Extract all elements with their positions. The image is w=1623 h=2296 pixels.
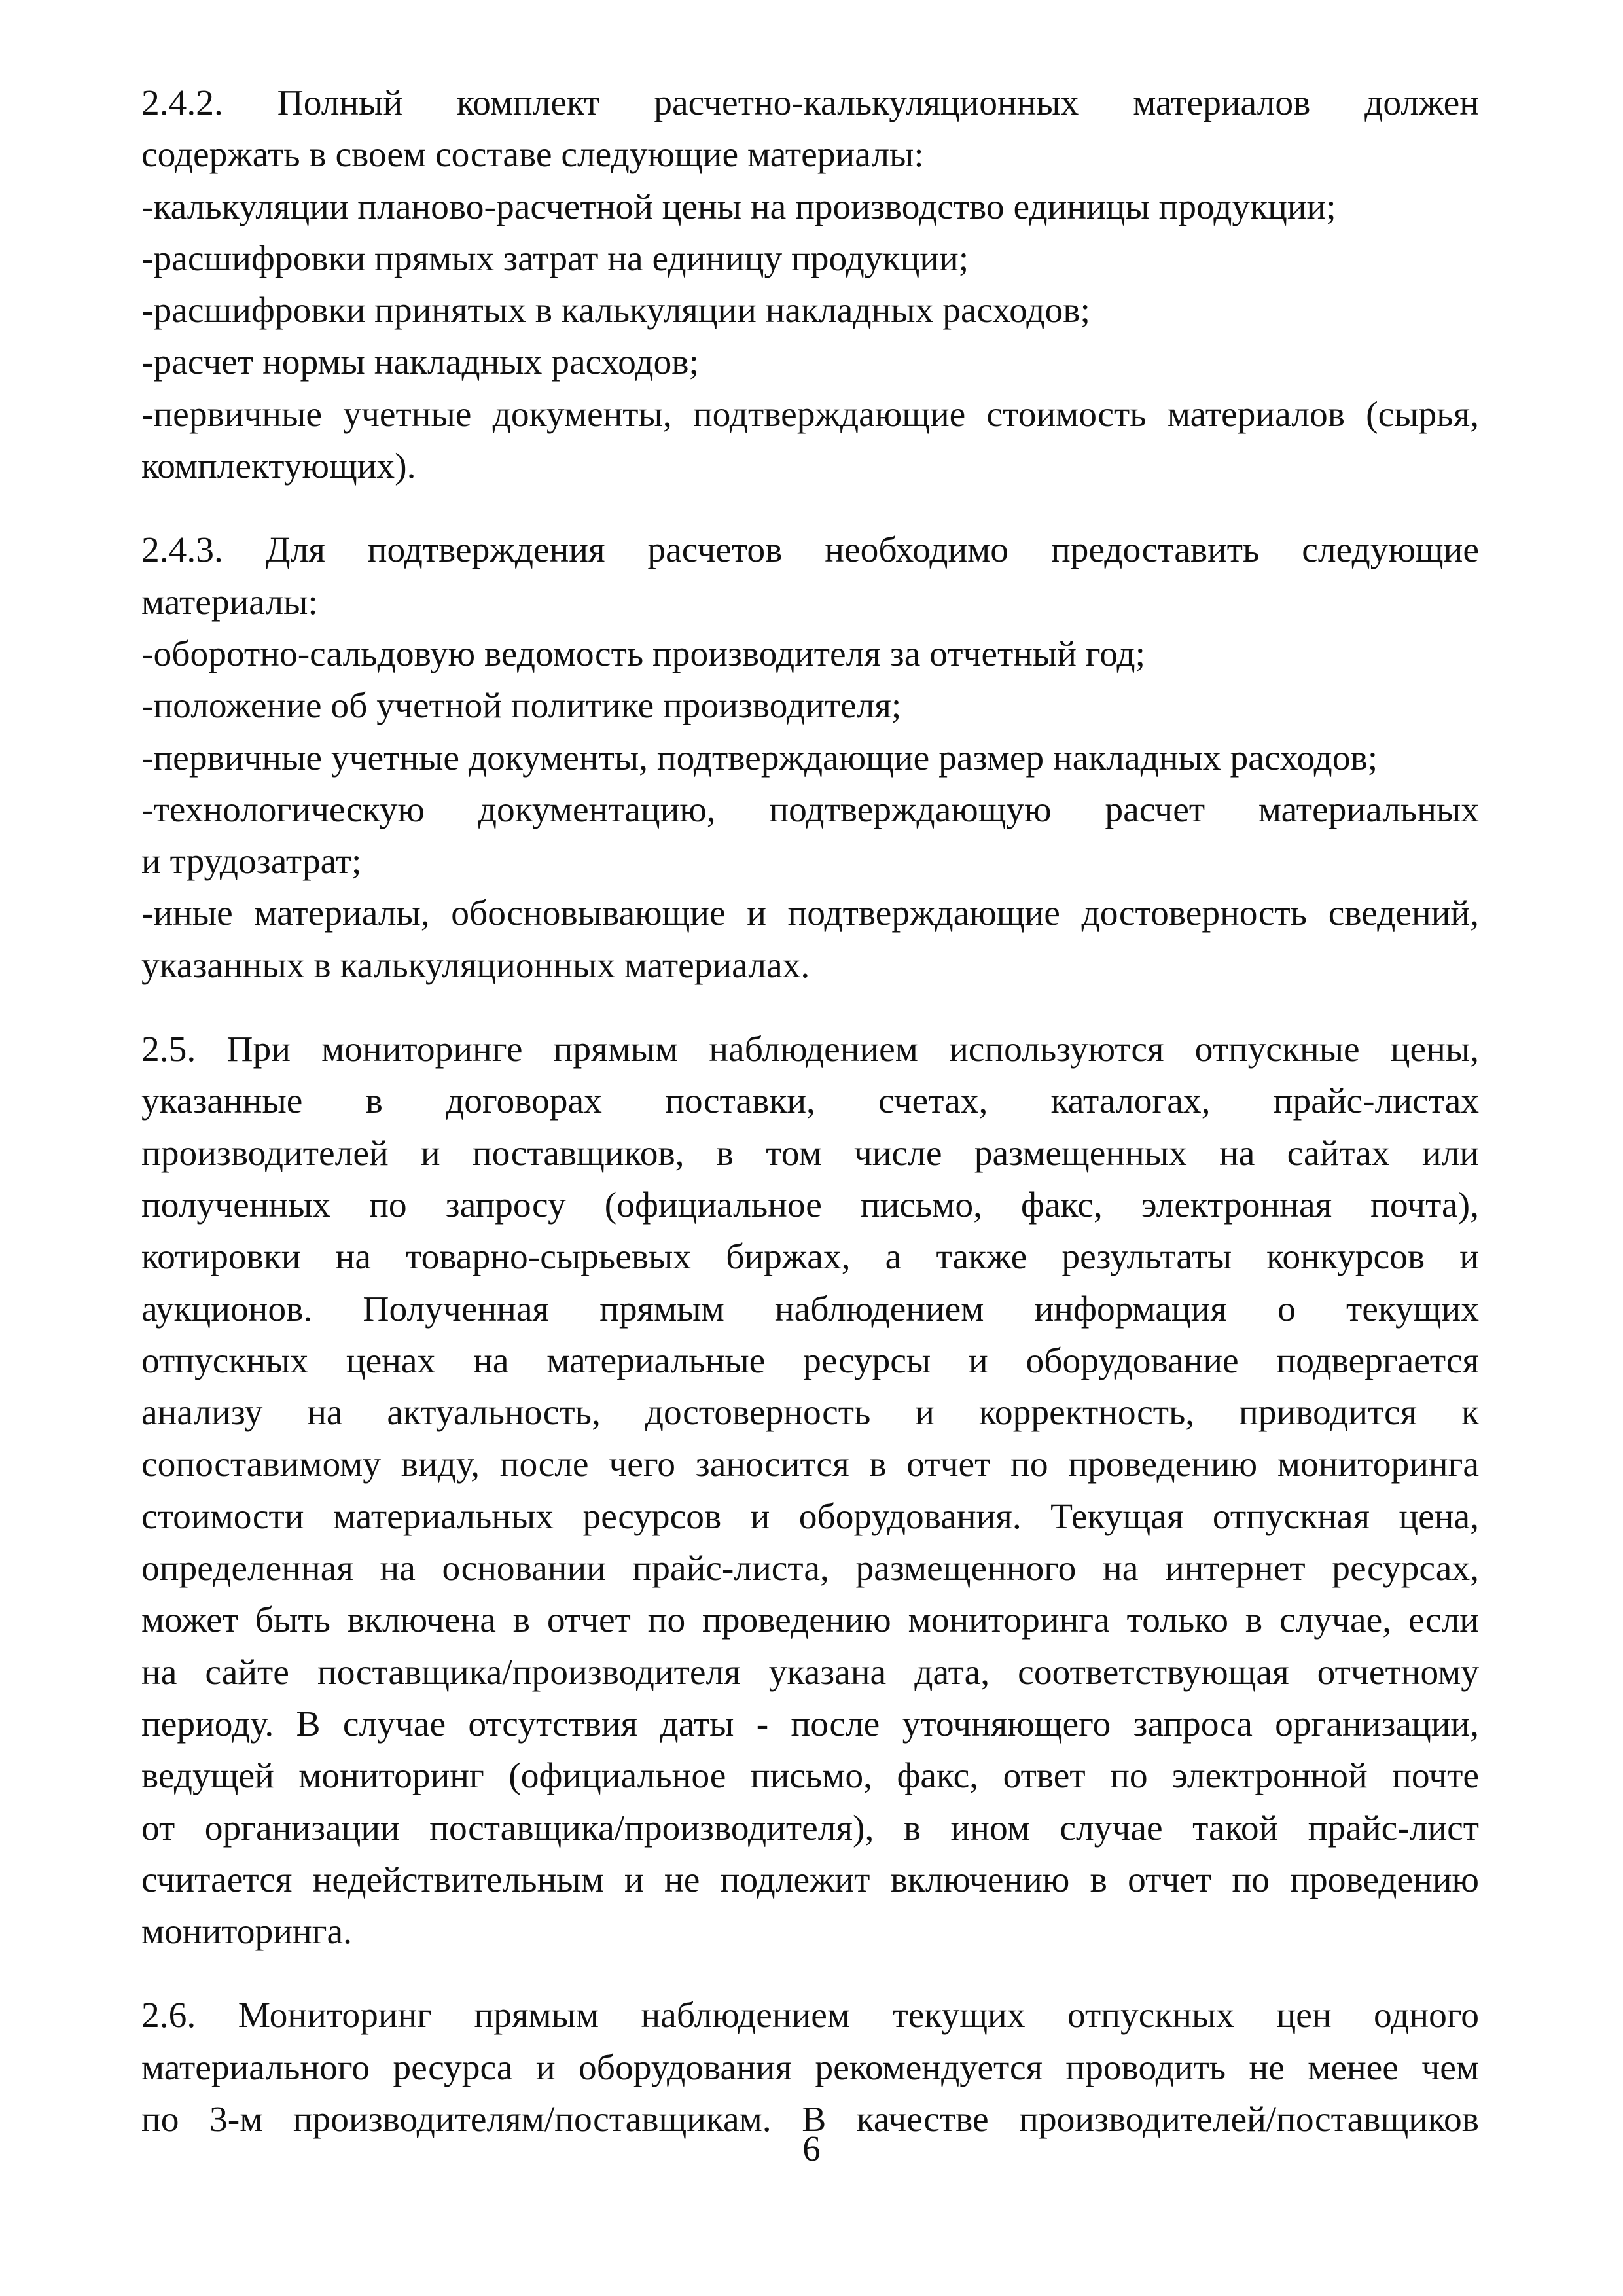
text-line: на сайте поставщика/производителя указана дата, соответствующая отчетному (141, 1652, 1479, 1693)
text-line: 2.6. Мониторинг прямым наблюдением текущих отпускных цен одного (141, 1996, 1479, 2036)
text-line: -оборотно-сальдовую ведомость производителя за отчетный год; (141, 634, 1146, 674)
text-line: материалы: (141, 582, 318, 622)
text-line: производителей и поставщиков, в том числе размещенных на сайтах или (141, 1133, 1479, 1174)
text-line: периоду. В случае отсутствия даты - после уточняющего запроса организации, (141, 1704, 1479, 1744)
text-line: может быть включена в отчет по проведению мониторинга только в случае, если (141, 1600, 1479, 1641)
text-line: ведущей мониторинг (официальное письмо, факс, ответ по электронной почте (141, 1756, 1479, 1797)
text-line: полученных по запросу (официальное письмо, факс, электронная почта), (141, 1185, 1479, 1225)
text-line: -технологическую документацию, подтверждающую расчет материальных (141, 789, 1479, 830)
text-line: мониторинга. (141, 1912, 352, 1952)
text-line: -первичные учетные документы, подтверждающие стоимость материалов (сырья, (141, 394, 1479, 435)
text-line: 2.4.2. Полный комплект расчетно-калькуляционных материалов должен (141, 83, 1479, 123)
text-line: и трудозатрат; (141, 842, 362, 882)
document-page (141, 77, 1479, 2178)
text-line: 2.5. При мониторинге прямым наблюдением используются отпускные цены, (141, 1030, 1479, 1070)
text-line: указанные в договорах поставки, счетах, каталогах, прайс-листах (141, 1081, 1479, 1122)
text-line: комплектующих). (141, 446, 416, 487)
text-line: -иные материалы, обосновывающие и подтверждающие достоверность сведений, (141, 893, 1479, 934)
page-number: 6 (802, 2128, 821, 2168)
section-2-4-3 (141, 524, 1479, 992)
text-line: указанных в калькуляционных материалах. (141, 945, 810, 986)
text-line: анализу на актуальность, достоверность и корректность, приводится к (141, 1393, 1479, 1433)
section-2-5 (141, 1024, 1479, 1958)
section-2-6 (141, 1990, 1479, 2145)
text-line: отпускных ценах на материальные ресурсы и оборудование подвергается (141, 1340, 1479, 1381)
text-line: от организации поставщика/производителя), в ином случае такой прайс-лист (141, 1808, 1479, 1848)
text-line: 2.4.3. Для подтверждения расчетов необходимо предоставить следующие (141, 530, 1479, 571)
text-line: -калькуляции планово-расчетной цены на производство единицы продукции; (141, 187, 1336, 227)
text-line: считается недействительным и не подлежит включению в отчет по проведению (141, 1859, 1479, 1900)
text-line: -расчет нормы накладных расходов; (141, 342, 699, 383)
text-line: -положение об учетной политике производителя; (141, 686, 902, 726)
text-line: определенная на основании прайс-листа, размещенного на интернет ресурсах, (141, 1549, 1479, 1589)
text-line: -расшифровки принятых в калькуляции накладных расходов; (141, 291, 1090, 331)
text-line: -расшифровки прямых затрат на единицу продукции; (141, 238, 969, 279)
section-2-4-2 (141, 77, 1479, 492)
text-line: сопоставимому виду, после чего заносится в отчет по проведению мониторинга (141, 1444, 1479, 1485)
text-line: по 3-м производителям/поставщикам. В качестве производителей/поставщиков (141, 2099, 1479, 2140)
text-line: котировки на товарно-сырьевых биржах, а также результаты конкурсов и (141, 1237, 1479, 1278)
text-line: материального ресурса и оборудования рекомендуется проводить не менее чем (141, 2047, 1479, 2088)
text-line: аукционов. Полученная прямым наблюдением информация о текущих (141, 1289, 1479, 1329)
text-line: стоимости материальных ресурсов и оборудования. Текущая отпускная цена, (141, 1496, 1479, 1537)
text-line: -первичные учетные документы, подтверждающие размер накладных расходов; (141, 738, 1378, 778)
text-line: содержать в своем составе следующие материалы: (141, 135, 924, 175)
